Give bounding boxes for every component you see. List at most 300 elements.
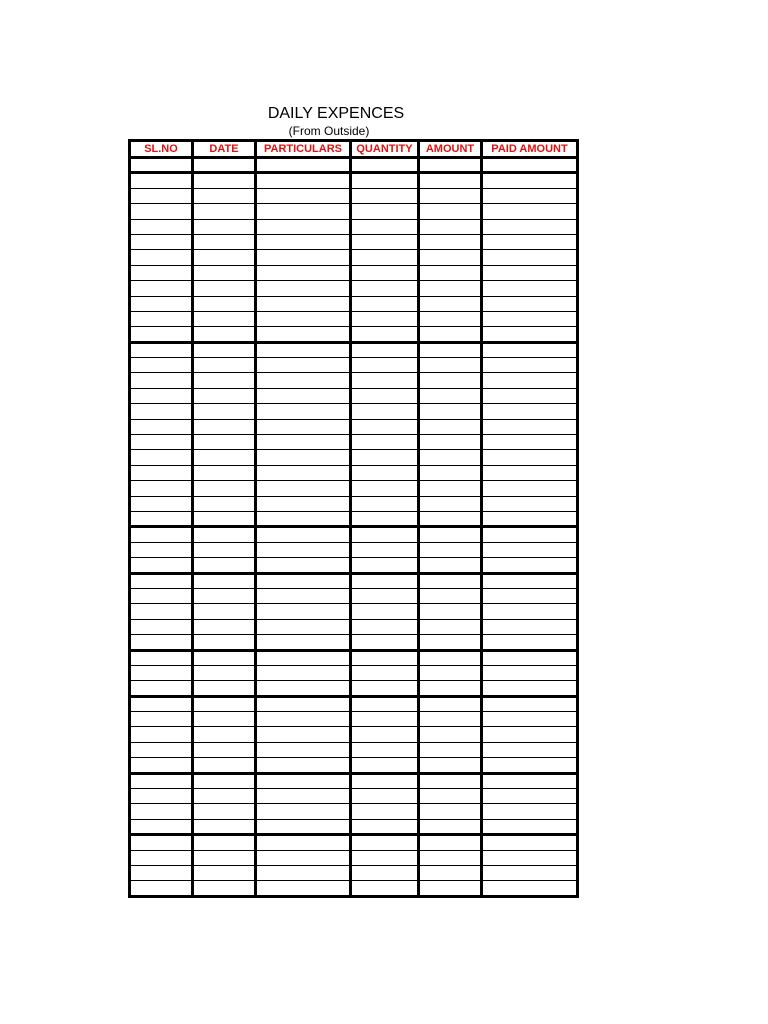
table-cell[interactable]	[351, 296, 419, 311]
table-cell[interactable]	[130, 204, 193, 219]
table-cell[interactable]	[482, 635, 578, 650]
table-cell[interactable]	[482, 281, 578, 296]
table-cell[interactable]	[419, 327, 482, 342]
table-cell[interactable]	[193, 742, 256, 757]
table-cell[interactable]	[419, 435, 482, 450]
table-cell[interactable]	[130, 650, 193, 665]
table-cell[interactable]	[193, 573, 256, 588]
table-cell[interactable]	[256, 742, 351, 757]
table-cell[interactable]	[130, 527, 193, 542]
table-cell[interactable]	[256, 604, 351, 619]
table-cell[interactable]	[193, 265, 256, 280]
table-cell[interactable]	[482, 265, 578, 280]
table-cell[interactable]	[351, 681, 419, 696]
table-cell[interactable]	[419, 804, 482, 819]
table-cell[interactable]	[351, 404, 419, 419]
table-cell[interactable]	[351, 342, 419, 357]
table-cell[interactable]	[256, 619, 351, 634]
table-cell[interactable]	[256, 204, 351, 219]
table-cell[interactable]	[193, 588, 256, 603]
table-cell[interactable]	[351, 789, 419, 804]
table-cell[interactable]	[256, 404, 351, 419]
table-cell[interactable]	[419, 588, 482, 603]
table-cell[interactable]	[256, 265, 351, 280]
table-cell[interactable]	[482, 619, 578, 634]
table-cell[interactable]	[351, 204, 419, 219]
table-cell[interactable]	[256, 158, 351, 173]
table-cell[interactable]	[419, 373, 482, 388]
table-cell[interactable]	[351, 373, 419, 388]
table-row	[130, 219, 578, 234]
table-cell[interactable]	[130, 388, 193, 403]
table-cell[interactable]	[351, 604, 419, 619]
table-cell[interactable]	[482, 388, 578, 403]
table-cell[interactable]	[351, 311, 419, 326]
table-cell[interactable]	[256, 804, 351, 819]
column-header-quantity: QUANTITY	[351, 141, 419, 158]
table-cell[interactable]	[193, 789, 256, 804]
table-row	[130, 650, 578, 665]
table-cell[interactable]	[130, 881, 193, 896]
table-cell[interactable]	[419, 558, 482, 573]
table-cell[interactable]	[193, 234, 256, 249]
table-cell[interactable]	[351, 465, 419, 480]
table-cell[interactable]	[256, 850, 351, 865]
table-row	[130, 450, 578, 465]
table-cell[interactable]	[351, 496, 419, 511]
table-cell[interactable]	[351, 773, 419, 788]
table-cell[interactable]	[130, 742, 193, 757]
table-cell[interactable]	[482, 404, 578, 419]
table-cell[interactable]	[419, 450, 482, 465]
table-cell[interactable]	[256, 712, 351, 727]
table-cell[interactable]	[351, 558, 419, 573]
table-cell[interactable]	[482, 712, 578, 727]
table-cell[interactable]	[256, 311, 351, 326]
table-cell[interactable]	[419, 835, 482, 850]
table-cell[interactable]	[482, 327, 578, 342]
table-cell[interactable]	[256, 865, 351, 880]
table-cell[interactable]	[482, 496, 578, 511]
table-cell[interactable]	[351, 419, 419, 434]
table-cell[interactable]	[419, 465, 482, 480]
table-cell[interactable]	[482, 296, 578, 311]
table-cell[interactable]	[130, 835, 193, 850]
table-cell[interactable]	[130, 342, 193, 357]
table-cell[interactable]	[419, 789, 482, 804]
table-cell[interactable]	[130, 219, 193, 234]
table-cell[interactable]	[351, 758, 419, 773]
table-cell[interactable]	[482, 511, 578, 526]
table-cell[interactable]	[351, 234, 419, 249]
table-cell[interactable]	[351, 573, 419, 588]
table-cell[interactable]	[193, 173, 256, 188]
table-cell[interactable]	[351, 742, 419, 757]
table-cell[interactable]	[419, 573, 482, 588]
table-cell[interactable]	[130, 696, 193, 711]
table-cell[interactable]	[419, 358, 482, 373]
table-cell[interactable]	[130, 758, 193, 773]
table-row	[130, 296, 578, 311]
table-cell[interactable]	[419, 681, 482, 696]
table-cell[interactable]	[256, 573, 351, 588]
table-cell[interactable]	[482, 158, 578, 173]
table-cell[interactable]	[130, 865, 193, 880]
table-cell[interactable]	[193, 404, 256, 419]
table-cell[interactable]	[482, 804, 578, 819]
table-cell[interactable]	[256, 450, 351, 465]
table-cell[interactable]	[256, 342, 351, 357]
table-cell[interactable]	[130, 481, 193, 496]
table-cell[interactable]	[419, 727, 482, 742]
table-cell[interactable]	[419, 881, 482, 896]
table-cell[interactable]	[256, 373, 351, 388]
table-cell[interactable]	[482, 665, 578, 680]
table-cell[interactable]	[482, 373, 578, 388]
table-cell[interactable]	[193, 204, 256, 219]
table-cell[interactable]	[351, 727, 419, 742]
table-cell[interactable]	[482, 419, 578, 434]
table-cell[interactable]	[130, 573, 193, 588]
table-cell[interactable]	[419, 173, 482, 188]
table-cell[interactable]	[419, 234, 482, 249]
table-cell[interactable]	[193, 435, 256, 450]
table-cell[interactable]	[419, 296, 482, 311]
table-cell[interactable]	[419, 527, 482, 542]
table-cell[interactable]	[193, 219, 256, 234]
table-cell[interactable]	[130, 404, 193, 419]
table-cell[interactable]	[193, 665, 256, 680]
table-cell[interactable]	[130, 435, 193, 450]
table-cell[interactable]	[256, 250, 351, 265]
table-cell[interactable]	[419, 635, 482, 650]
table-cell[interactable]	[256, 281, 351, 296]
table-row	[130, 281, 578, 296]
table-cell[interactable]	[419, 481, 482, 496]
table-cell[interactable]	[419, 188, 482, 203]
table-cell[interactable]	[130, 665, 193, 680]
table-cell[interactable]	[419, 773, 482, 788]
table-cell[interactable]	[130, 511, 193, 526]
table-cell[interactable]	[193, 388, 256, 403]
table-cell[interactable]	[351, 511, 419, 526]
table-cell[interactable]	[351, 250, 419, 265]
table-cell[interactable]	[482, 835, 578, 850]
table-cell[interactable]	[256, 496, 351, 511]
table-cell[interactable]	[351, 265, 419, 280]
table-row	[130, 727, 578, 742]
table-cell[interactable]	[256, 758, 351, 773]
table-cell[interactable]	[482, 865, 578, 880]
table-cell[interactable]	[130, 496, 193, 511]
table-cell[interactable]	[351, 527, 419, 542]
table-cell[interactable]	[419, 281, 482, 296]
table-cell[interactable]	[482, 727, 578, 742]
table-cell[interactable]	[130, 712, 193, 727]
table-cell[interactable]	[419, 604, 482, 619]
table-cell[interactable]	[351, 635, 419, 650]
table-cell[interactable]	[351, 481, 419, 496]
table-cell[interactable]	[351, 450, 419, 465]
table-cell[interactable]	[193, 635, 256, 650]
table-cell[interactable]	[130, 588, 193, 603]
table-cell[interactable]	[482, 789, 578, 804]
table-cell[interactable]	[193, 511, 256, 526]
table-cell[interactable]	[130, 727, 193, 742]
table-cell[interactable]	[130, 542, 193, 557]
table-cell[interactable]	[256, 558, 351, 573]
table-cell[interactable]	[256, 234, 351, 249]
table-cell[interactable]	[351, 712, 419, 727]
table-cell[interactable]	[419, 542, 482, 557]
table-row	[130, 188, 578, 203]
table-cell[interactable]	[482, 588, 578, 603]
table-cell[interactable]	[482, 650, 578, 665]
table-cell[interactable]	[256, 650, 351, 665]
table-cell[interactable]	[193, 604, 256, 619]
table-cell[interactable]	[482, 342, 578, 357]
table-cell[interactable]	[419, 712, 482, 727]
table-cell[interactable]	[193, 281, 256, 296]
table-cell[interactable]	[193, 819, 256, 834]
table-cell[interactable]	[130, 281, 193, 296]
table-cell[interactable]	[419, 419, 482, 434]
table-cell[interactable]	[130, 450, 193, 465]
table-cell[interactable]	[482, 250, 578, 265]
table-cell[interactable]	[256, 419, 351, 434]
table-cell[interactable]	[351, 358, 419, 373]
table-cell[interactable]	[193, 496, 256, 511]
table-cell[interactable]	[193, 373, 256, 388]
table-cell[interactable]	[256, 665, 351, 680]
table-cell[interactable]	[256, 465, 351, 480]
table-cell[interactable]	[482, 819, 578, 834]
table-cell[interactable]	[256, 388, 351, 403]
table-cell[interactable]	[482, 696, 578, 711]
table-cell[interactable]	[351, 388, 419, 403]
table-cell[interactable]	[193, 835, 256, 850]
table-cell[interactable]	[193, 681, 256, 696]
table-cell[interactable]	[482, 742, 578, 757]
table-cell[interactable]	[193, 481, 256, 496]
table-cell[interactable]	[256, 773, 351, 788]
table-cell[interactable]	[256, 635, 351, 650]
table-cell[interactable]	[256, 527, 351, 542]
table-cell[interactable]	[351, 588, 419, 603]
table-cell[interactable]	[351, 619, 419, 634]
table-cell[interactable]	[482, 188, 578, 203]
table-cell[interactable]	[419, 742, 482, 757]
table-cell[interactable]	[351, 865, 419, 880]
table-cell[interactable]	[482, 881, 578, 896]
table-cell[interactable]	[482, 311, 578, 326]
table-cell[interactable]	[256, 296, 351, 311]
table-cell[interactable]	[130, 819, 193, 834]
table-cell[interactable]	[130, 358, 193, 373]
table-cell[interactable]	[351, 835, 419, 850]
table-cell[interactable]	[193, 250, 256, 265]
table-cell[interactable]	[193, 865, 256, 880]
table-cell[interactable]	[482, 481, 578, 496]
table-cell[interactable]	[193, 311, 256, 326]
header-row	[130, 141, 578, 158]
table-cell[interactable]	[482, 465, 578, 480]
table-cell[interactable]	[419, 250, 482, 265]
table-cell[interactable]	[256, 481, 351, 496]
table-cell[interactable]	[351, 804, 419, 819]
table-cell[interactable]	[482, 435, 578, 450]
table-cell[interactable]	[193, 558, 256, 573]
table-cell[interactable]	[130, 804, 193, 819]
table-cell[interactable]	[351, 696, 419, 711]
table-cell[interactable]	[130, 558, 193, 573]
table-cell[interactable]	[351, 188, 419, 203]
table-cell[interactable]	[351, 542, 419, 557]
table-cell[interactable]	[193, 727, 256, 742]
table-cell[interactable]	[419, 619, 482, 634]
table-cell[interactable]	[256, 819, 351, 834]
table-cell[interactable]	[130, 850, 193, 865]
table-cell[interactable]	[256, 727, 351, 742]
table-cell[interactable]	[193, 696, 256, 711]
table-cell[interactable]	[419, 865, 482, 880]
table-cell[interactable]	[130, 419, 193, 434]
table-cell[interactable]	[130, 604, 193, 619]
table-cell[interactable]	[482, 758, 578, 773]
table-cell[interactable]	[351, 219, 419, 234]
table-cell[interactable]	[193, 758, 256, 773]
table-cell[interactable]	[482, 173, 578, 188]
table-cell[interactable]	[482, 604, 578, 619]
table-cell[interactable]	[419, 819, 482, 834]
table-cell[interactable]	[193, 358, 256, 373]
table-cell[interactable]	[351, 435, 419, 450]
table-cell[interactable]	[130, 188, 193, 203]
table-cell[interactable]	[130, 373, 193, 388]
table-cell[interactable]	[482, 204, 578, 219]
table-cell[interactable]	[256, 789, 351, 804]
table-cell[interactable]	[256, 173, 351, 188]
table-cell[interactable]	[351, 665, 419, 680]
table-cell[interactable]	[130, 619, 193, 634]
table-cell[interactable]	[482, 558, 578, 573]
table-cell[interactable]	[130, 465, 193, 480]
table-cell[interactable]	[130, 311, 193, 326]
table-cell[interactable]	[419, 311, 482, 326]
table-cell[interactable]	[130, 173, 193, 188]
table-cell[interactable]	[351, 881, 419, 896]
table-cell[interactable]	[193, 465, 256, 480]
table-cell[interactable]	[130, 158, 193, 173]
table-cell[interactable]	[256, 327, 351, 342]
table-cell[interactable]	[256, 219, 351, 234]
table-cell[interactable]	[351, 819, 419, 834]
table-cell[interactable]	[419, 204, 482, 219]
table-cell[interactable]	[351, 327, 419, 342]
table-cell[interactable]	[193, 158, 256, 173]
table-cell[interactable]	[256, 681, 351, 696]
table-cell[interactable]	[419, 511, 482, 526]
table-cell[interactable]	[193, 804, 256, 819]
table-cell[interactable]	[419, 388, 482, 403]
table-cell[interactable]	[351, 850, 419, 865]
table-cell[interactable]	[193, 450, 256, 465]
table-cell[interactable]	[419, 219, 482, 234]
table-cell[interactable]	[482, 450, 578, 465]
table-cell[interactable]	[130, 635, 193, 650]
table-cell[interactable]	[482, 358, 578, 373]
table-cell[interactable]	[419, 696, 482, 711]
table-cell[interactable]	[193, 542, 256, 557]
table-cell[interactable]	[130, 773, 193, 788]
table-cell[interactable]	[256, 511, 351, 526]
table-row	[130, 342, 578, 357]
table-cell[interactable]	[130, 327, 193, 342]
table-cell[interactable]	[482, 234, 578, 249]
table-cell[interactable]	[419, 850, 482, 865]
table-cell[interactable]	[130, 789, 193, 804]
table-cell[interactable]	[419, 665, 482, 680]
table-cell[interactable]	[419, 650, 482, 665]
table-cell[interactable]	[193, 342, 256, 357]
table-cell[interactable]	[256, 188, 351, 203]
table-cell[interactable]	[419, 158, 482, 173]
table-cell[interactable]	[351, 158, 419, 173]
table-cell[interactable]	[193, 527, 256, 542]
table-cell[interactable]	[482, 219, 578, 234]
table-cell[interactable]	[256, 696, 351, 711]
table-cell[interactable]	[351, 173, 419, 188]
table-cell[interactable]	[193, 296, 256, 311]
table-cell[interactable]	[351, 650, 419, 665]
table-cell[interactable]	[482, 542, 578, 557]
table-cell[interactable]	[419, 342, 482, 357]
table-cell[interactable]	[193, 327, 256, 342]
table-row	[130, 542, 578, 557]
table-cell[interactable]	[419, 404, 482, 419]
table-cell[interactable]	[256, 435, 351, 450]
table-cell[interactable]	[193, 881, 256, 896]
table-cell[interactable]	[130, 250, 193, 265]
table-cell[interactable]	[419, 496, 482, 511]
table-cell[interactable]	[193, 850, 256, 865]
table-cell[interactable]	[193, 419, 256, 434]
table-cell[interactable]	[193, 619, 256, 634]
table-cell[interactable]	[482, 573, 578, 588]
table-row	[130, 265, 578, 280]
table-cell[interactable]	[256, 542, 351, 557]
table-cell[interactable]	[193, 650, 256, 665]
table-cell[interactable]	[482, 850, 578, 865]
table-cell[interactable]	[419, 758, 482, 773]
table-cell[interactable]	[482, 681, 578, 696]
table-cell[interactable]	[256, 881, 351, 896]
table-cell[interactable]	[351, 281, 419, 296]
table-cell[interactable]	[256, 358, 351, 373]
table-cell[interactable]	[256, 835, 351, 850]
table-cell[interactable]	[193, 773, 256, 788]
table-cell[interactable]	[130, 234, 193, 249]
table-cell[interactable]	[130, 681, 193, 696]
table-cell[interactable]	[130, 296, 193, 311]
table-cell[interactable]	[482, 773, 578, 788]
table-cell[interactable]	[193, 712, 256, 727]
table-cell[interactable]	[193, 188, 256, 203]
table-cell[interactable]	[130, 265, 193, 280]
table-cell[interactable]	[256, 588, 351, 603]
table-cell[interactable]	[419, 265, 482, 280]
table-cell[interactable]	[482, 527, 578, 542]
